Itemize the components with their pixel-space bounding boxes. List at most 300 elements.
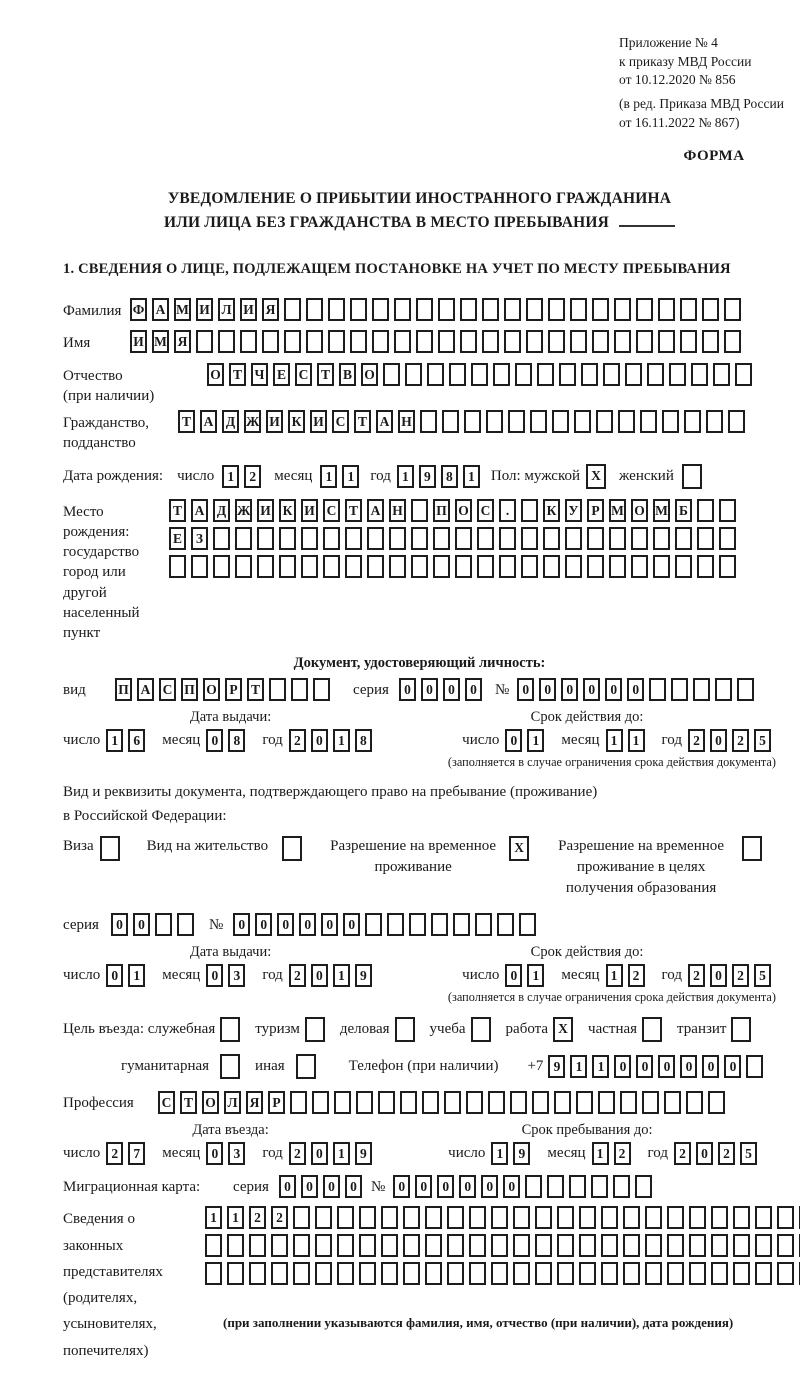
char-cell[interactable]: 0 — [437, 1175, 454, 1198]
char-cell[interactable] — [350, 298, 367, 321]
char-cell[interactable] — [675, 555, 692, 578]
char-cell[interactable] — [433, 527, 450, 550]
char-cell[interactable] — [777, 1234, 794, 1257]
char-cell[interactable]: С — [295, 363, 312, 386]
char-cell[interactable]: . — [499, 499, 516, 522]
birth-place-row-2[interactable] — [169, 527, 741, 550]
char-cell[interactable]: 9 — [355, 1142, 372, 1165]
char-cell[interactable] — [715, 678, 732, 701]
char-cell[interactable]: 1 — [227, 1206, 244, 1229]
char-cell[interactable] — [733, 1262, 750, 1285]
guardians-row-1[interactable] — [205, 1206, 800, 1229]
char-cell[interactable]: М — [152, 330, 169, 353]
char-cell[interactable]: С — [477, 499, 494, 522]
char-cell[interactable] — [609, 527, 626, 550]
char-cell[interactable] — [405, 363, 422, 386]
char-cell[interactable]: 0 — [133, 913, 150, 936]
char-cell[interactable] — [609, 555, 626, 578]
char-cell[interactable]: С — [158, 1091, 175, 1114]
char-cell[interactable]: С — [159, 678, 176, 701]
res-valid-year[interactable] — [688, 964, 776, 987]
char-cell[interactable] — [411, 555, 428, 578]
char-cell[interactable] — [240, 330, 257, 353]
char-cell[interactable] — [235, 527, 252, 550]
char-cell[interactable]: 0 — [561, 678, 578, 701]
id-valid-month[interactable] — [606, 729, 650, 752]
char-cell[interactable]: 1 — [592, 1055, 609, 1078]
purpose-official-checkbox[interactable] — [220, 1017, 245, 1042]
char-cell[interactable]: 2 — [688, 964, 705, 987]
char-cell[interactable] — [381, 1206, 398, 1229]
char-cell[interactable] — [689, 1206, 706, 1229]
char-cell[interactable]: 0 — [465, 678, 482, 701]
char-cell[interactable] — [636, 298, 653, 321]
char-cell[interactable] — [482, 298, 499, 321]
char-cell[interactable] — [271, 1234, 288, 1257]
char-cell[interactable]: Н — [389, 499, 406, 522]
char-cell[interactable] — [587, 555, 604, 578]
char-cell[interactable]: 0 — [343, 913, 360, 936]
char-cell[interactable]: 0 — [111, 913, 128, 936]
char-cell[interactable] — [535, 1206, 552, 1229]
char-cell[interactable]: 2 — [244, 465, 261, 488]
char-cell[interactable] — [213, 555, 230, 578]
char-cell[interactable] — [686, 1091, 703, 1114]
res-issue-month[interactable] — [206, 964, 250, 987]
char-cell[interactable] — [205, 1262, 222, 1285]
char-cell[interactable]: Р — [587, 499, 604, 522]
char-cell[interactable] — [649, 678, 666, 701]
char-cell[interactable] — [301, 555, 318, 578]
char-cell[interactable]: 0 — [206, 964, 223, 987]
char-cell[interactable]: Б — [675, 499, 692, 522]
char-cell[interactable] — [623, 1234, 640, 1257]
char-cell[interactable]: 5 — [754, 964, 771, 987]
char-cell[interactable] — [631, 555, 648, 578]
char-cell[interactable]: О — [631, 499, 648, 522]
char-cell[interactable] — [291, 678, 308, 701]
temp-residence-checkbox[interactable] — [509, 836, 534, 861]
char-cell[interactable]: 0 — [279, 1175, 296, 1198]
char-cell[interactable] — [543, 527, 560, 550]
char-cell[interactable]: А — [191, 499, 208, 522]
char-cell[interactable] — [447, 1234, 464, 1257]
char-cell[interactable] — [642, 1091, 659, 1114]
char-cell[interactable] — [491, 1234, 508, 1257]
char-cell[interactable]: И — [301, 499, 318, 522]
char-cell[interactable]: Т — [229, 363, 246, 386]
char-cell[interactable]: 0 — [724, 1055, 741, 1078]
char-cell[interactable] — [249, 1234, 266, 1257]
char-cell[interactable]: 0 — [481, 1175, 498, 1198]
char-cell[interactable] — [279, 527, 296, 550]
char-cell[interactable] — [755, 1206, 772, 1229]
char-cell[interactable]: Д — [222, 410, 239, 433]
char-cell[interactable]: М — [609, 499, 626, 522]
char-cell[interactable] — [731, 1017, 751, 1042]
char-cell[interactable]: 1 — [592, 1142, 609, 1165]
char-cell[interactable]: 0 — [710, 964, 727, 987]
char-cell[interactable] — [569, 1175, 586, 1198]
char-cell[interactable] — [613, 1175, 630, 1198]
char-cell[interactable] — [596, 410, 613, 433]
char-cell[interactable]: Т — [178, 410, 195, 433]
char-cell[interactable]: 0 — [696, 1142, 713, 1165]
char-cell[interactable] — [257, 555, 274, 578]
char-cell[interactable] — [662, 410, 679, 433]
char-cell[interactable] — [576, 1091, 593, 1114]
char-cell[interactable] — [719, 555, 736, 578]
char-cell[interactable] — [711, 1206, 728, 1229]
char-cell[interactable]: 0 — [658, 1055, 675, 1078]
char-cell[interactable] — [403, 1206, 420, 1229]
char-cell[interactable]: 9 — [419, 465, 436, 488]
char-cell[interactable] — [460, 330, 477, 353]
char-cell[interactable] — [477, 555, 494, 578]
char-cell[interactable] — [279, 555, 296, 578]
char-cell[interactable] — [777, 1262, 794, 1285]
char-cell[interactable] — [257, 527, 274, 550]
char-cell[interactable] — [464, 410, 481, 433]
char-cell[interactable] — [755, 1262, 772, 1285]
char-cell[interactable] — [642, 1017, 662, 1042]
char-cell[interactable] — [493, 363, 510, 386]
char-cell[interactable]: И — [266, 410, 283, 433]
char-cell[interactable]: П — [115, 678, 132, 701]
id-issue-year[interactable] — [289, 729, 377, 752]
char-cell[interactable]: 1 — [606, 964, 623, 987]
char-cell[interactable] — [708, 1091, 725, 1114]
birth-month-field[interactable] — [320, 465, 364, 488]
citizenship-field[interactable] — [178, 410, 750, 433]
char-cell[interactable] — [598, 1091, 615, 1114]
char-cell[interactable]: А — [376, 410, 393, 433]
char-cell[interactable] — [603, 363, 620, 386]
char-cell[interactable]: Я — [262, 298, 279, 321]
char-cell[interactable]: Т — [317, 363, 334, 386]
char-cell[interactable] — [525, 1175, 542, 1198]
char-cell[interactable]: 0 — [443, 678, 460, 701]
char-cell[interactable] — [460, 298, 477, 321]
char-cell[interactable]: 2 — [271, 1206, 288, 1229]
surname-field[interactable] — [130, 298, 746, 321]
char-cell[interactable] — [306, 330, 323, 353]
char-cell[interactable]: Т — [345, 499, 362, 522]
char-cell[interactable]: В — [339, 363, 356, 386]
char-cell[interactable] — [508, 410, 525, 433]
char-cell[interactable]: 8 — [441, 465, 458, 488]
char-cell[interactable]: О — [361, 363, 378, 386]
char-cell[interactable] — [706, 410, 723, 433]
entry-year[interactable] — [289, 1142, 377, 1165]
birth-place-row-1[interactable] — [169, 499, 741, 522]
char-cell[interactable] — [647, 363, 664, 386]
char-cell[interactable] — [591, 1175, 608, 1198]
char-cell[interactable]: 0 — [277, 913, 294, 936]
char-cell[interactable]: 2 — [249, 1206, 266, 1229]
char-cell[interactable] — [499, 527, 516, 550]
char-cell[interactable] — [570, 298, 587, 321]
char-cell[interactable]: Я — [174, 330, 191, 353]
char-cell[interactable]: С — [332, 410, 349, 433]
char-cell[interactable] — [359, 1234, 376, 1257]
char-cell[interactable] — [284, 298, 301, 321]
char-cell[interactable] — [587, 527, 604, 550]
char-cell[interactable] — [548, 330, 565, 353]
char-cell[interactable] — [680, 298, 697, 321]
char-cell[interactable] — [504, 298, 521, 321]
char-cell[interactable]: Л — [224, 1091, 241, 1114]
char-cell[interactable] — [403, 1262, 420, 1285]
char-cell[interactable] — [293, 1206, 310, 1229]
char-cell[interactable] — [403, 1234, 420, 1257]
char-cell[interactable] — [623, 1206, 640, 1229]
purpose-business-checkbox[interactable] — [395, 1017, 420, 1042]
char-cell[interactable]: Т — [354, 410, 371, 433]
char-cell[interactable]: 1 — [205, 1206, 222, 1229]
char-cell[interactable] — [697, 527, 714, 550]
char-cell[interactable] — [345, 555, 362, 578]
char-cell[interactable]: X — [509, 836, 529, 861]
char-cell[interactable]: 0 — [255, 913, 272, 936]
char-cell[interactable]: 1 — [333, 729, 350, 752]
char-cell[interactable]: А — [200, 410, 217, 433]
char-cell[interactable] — [552, 410, 569, 433]
char-cell[interactable]: 2 — [718, 1142, 735, 1165]
char-cell[interactable] — [543, 555, 560, 578]
char-cell[interactable] — [667, 1206, 684, 1229]
char-cell[interactable] — [513, 1262, 530, 1285]
char-cell[interactable] — [693, 678, 710, 701]
char-cell[interactable] — [475, 913, 492, 936]
char-cell[interactable] — [565, 555, 582, 578]
char-cell[interactable]: 0 — [614, 1055, 631, 1078]
char-cell[interactable] — [323, 555, 340, 578]
char-cell[interactable]: А — [152, 298, 169, 321]
char-cell[interactable] — [537, 363, 554, 386]
char-cell[interactable]: 0 — [233, 913, 250, 936]
birth-day-field[interactable] — [222, 465, 266, 488]
char-cell[interactable] — [640, 410, 657, 433]
char-cell[interactable] — [442, 410, 459, 433]
char-cell[interactable] — [601, 1206, 618, 1229]
char-cell[interactable] — [301, 527, 318, 550]
char-cell[interactable]: 0 — [393, 1175, 410, 1198]
char-cell[interactable] — [389, 527, 406, 550]
purpose-private-checkbox[interactable] — [642, 1017, 667, 1042]
char-cell[interactable] — [557, 1206, 574, 1229]
char-cell[interactable] — [227, 1262, 244, 1285]
char-cell[interactable]: 1 — [333, 964, 350, 987]
char-cell[interactable] — [601, 1262, 618, 1285]
char-cell[interactable] — [491, 1262, 508, 1285]
char-cell[interactable] — [581, 363, 598, 386]
char-cell[interactable] — [733, 1206, 750, 1229]
char-cell[interactable] — [394, 298, 411, 321]
char-cell[interactable] — [262, 330, 279, 353]
char-cell[interactable]: 2 — [289, 964, 306, 987]
char-cell[interactable] — [728, 410, 745, 433]
char-cell[interactable] — [521, 527, 538, 550]
doc-type-field[interactable] — [115, 678, 335, 701]
char-cell[interactable] — [350, 330, 367, 353]
given-name-field[interactable] — [130, 330, 746, 353]
char-cell[interactable] — [290, 1091, 307, 1114]
entry-month[interactable] — [206, 1142, 250, 1165]
char-cell[interactable]: 2 — [289, 729, 306, 752]
char-cell[interactable] — [420, 410, 437, 433]
char-cell[interactable]: А — [137, 678, 154, 701]
char-cell[interactable]: 0 — [517, 678, 534, 701]
char-cell[interactable]: Р — [268, 1091, 285, 1114]
stay-day[interactable] — [491, 1142, 535, 1165]
char-cell[interactable]: Е — [273, 363, 290, 386]
char-cell[interactable] — [513, 1234, 530, 1257]
char-cell[interactable] — [455, 527, 472, 550]
char-cell[interactable] — [680, 330, 697, 353]
char-cell[interactable] — [312, 1091, 329, 1114]
res-valid-month[interactable] — [606, 964, 650, 987]
char-cell[interactable] — [433, 555, 450, 578]
char-cell[interactable]: Т — [180, 1091, 197, 1114]
char-cell[interactable] — [205, 1234, 222, 1257]
char-cell[interactable]: 6 — [128, 729, 145, 752]
char-cell[interactable]: 0 — [459, 1175, 476, 1198]
char-cell[interactable]: 0 — [503, 1175, 520, 1198]
char-cell[interactable] — [592, 298, 609, 321]
res-series-field[interactable] — [111, 913, 199, 936]
char-cell[interactable] — [383, 363, 400, 386]
char-cell[interactable] — [337, 1234, 354, 1257]
char-cell[interactable] — [191, 555, 208, 578]
guardians-row-2[interactable] — [205, 1234, 800, 1257]
char-cell[interactable] — [557, 1262, 574, 1285]
char-cell[interactable]: 0 — [311, 964, 328, 987]
char-cell[interactable] — [359, 1262, 376, 1285]
char-cell[interactable] — [570, 330, 587, 353]
char-cell[interactable]: 2 — [106, 1142, 123, 1165]
purpose-other-checkbox[interactable] — [296, 1054, 321, 1079]
char-cell[interactable] — [282, 836, 302, 861]
char-cell[interactable]: 9 — [513, 1142, 530, 1165]
char-cell[interactable]: 8 — [228, 729, 245, 752]
char-cell[interactable] — [636, 330, 653, 353]
char-cell[interactable]: 0 — [321, 913, 338, 936]
char-cell[interactable] — [438, 330, 455, 353]
purpose-transit-checkbox[interactable] — [731, 1017, 756, 1042]
char-cell[interactable] — [365, 913, 382, 936]
char-cell[interactable] — [425, 1262, 442, 1285]
char-cell[interactable]: С — [323, 499, 340, 522]
char-cell[interactable] — [196, 330, 213, 353]
char-cell[interactable] — [416, 298, 433, 321]
char-cell[interactable] — [444, 1091, 461, 1114]
char-cell[interactable] — [645, 1262, 662, 1285]
char-cell[interactable] — [724, 330, 741, 353]
char-cell[interactable] — [579, 1206, 596, 1229]
char-cell[interactable] — [395, 1017, 415, 1042]
char-cell[interactable]: О — [202, 1091, 219, 1114]
char-cell[interactable] — [359, 1206, 376, 1229]
char-cell[interactable] — [177, 913, 194, 936]
char-cell[interactable] — [554, 1091, 571, 1114]
purpose-work-checkbox[interactable] — [553, 1017, 578, 1042]
char-cell[interactable]: 3 — [228, 1142, 245, 1165]
char-cell[interactable]: 0 — [539, 678, 556, 701]
char-cell[interactable] — [488, 1091, 505, 1114]
sex-female-checkbox[interactable] — [682, 464, 707, 489]
char-cell[interactable]: 0 — [605, 678, 622, 701]
char-cell[interactable]: 0 — [421, 678, 438, 701]
char-cell[interactable] — [356, 1091, 373, 1114]
char-cell[interactable]: 0 — [583, 678, 600, 701]
char-cell[interactable] — [631, 527, 648, 550]
char-cell[interactable] — [574, 410, 591, 433]
char-cell[interactable] — [469, 1206, 486, 1229]
char-cell[interactable] — [592, 330, 609, 353]
char-cell[interactable] — [733, 1234, 750, 1257]
id-valid-year[interactable] — [688, 729, 776, 752]
char-cell[interactable]: Т — [169, 499, 186, 522]
char-cell[interactable] — [499, 555, 516, 578]
char-cell[interactable] — [411, 527, 428, 550]
char-cell[interactable] — [669, 363, 686, 386]
char-cell[interactable]: 0 — [206, 1142, 223, 1165]
patronymic-field[interactable] — [207, 363, 757, 386]
char-cell[interactable] — [269, 678, 286, 701]
char-cell[interactable]: Т — [247, 678, 264, 701]
char-cell[interactable]: О — [455, 499, 472, 522]
char-cell[interactable]: К — [288, 410, 305, 433]
char-cell[interactable]: 1 — [397, 465, 414, 488]
char-cell[interactable] — [427, 363, 444, 386]
char-cell[interactable]: 0 — [415, 1175, 432, 1198]
char-cell[interactable] — [702, 330, 719, 353]
doc-number-field[interactable] — [517, 678, 759, 701]
temp-residence-edu-checkbox[interactable] — [742, 836, 767, 861]
char-cell[interactable] — [328, 298, 345, 321]
char-cell[interactable]: 8 — [355, 729, 372, 752]
char-cell[interactable] — [284, 330, 301, 353]
char-cell[interactable] — [345, 527, 362, 550]
char-cell[interactable]: 0 — [299, 913, 316, 936]
char-cell[interactable] — [667, 1262, 684, 1285]
char-cell[interactable] — [513, 1206, 530, 1229]
sex-male-checkbox[interactable] — [586, 464, 611, 489]
char-cell[interactable]: И — [310, 410, 327, 433]
char-cell[interactable] — [711, 1262, 728, 1285]
char-cell[interactable]: X — [586, 464, 606, 489]
char-cell[interactable]: Д — [213, 499, 230, 522]
char-cell[interactable] — [645, 1234, 662, 1257]
char-cell[interactable] — [293, 1234, 310, 1257]
res-issue-day[interactable] — [106, 964, 150, 987]
char-cell[interactable]: 1 — [222, 465, 239, 488]
char-cell[interactable] — [697, 499, 714, 522]
char-cell[interactable] — [671, 678, 688, 701]
char-cell[interactable]: 2 — [674, 1142, 691, 1165]
char-cell[interactable] — [477, 527, 494, 550]
char-cell[interactable]: 0 — [505, 964, 522, 987]
char-cell[interactable] — [389, 555, 406, 578]
char-cell[interactable] — [625, 363, 642, 386]
profession-field[interactable] — [158, 1091, 730, 1114]
char-cell[interactable]: 1 — [320, 465, 337, 488]
char-cell[interactable]: О — [207, 363, 224, 386]
char-cell[interactable] — [579, 1262, 596, 1285]
birth-year-field[interactable] — [397, 465, 485, 488]
res-number-field[interactable] — [233, 913, 541, 936]
